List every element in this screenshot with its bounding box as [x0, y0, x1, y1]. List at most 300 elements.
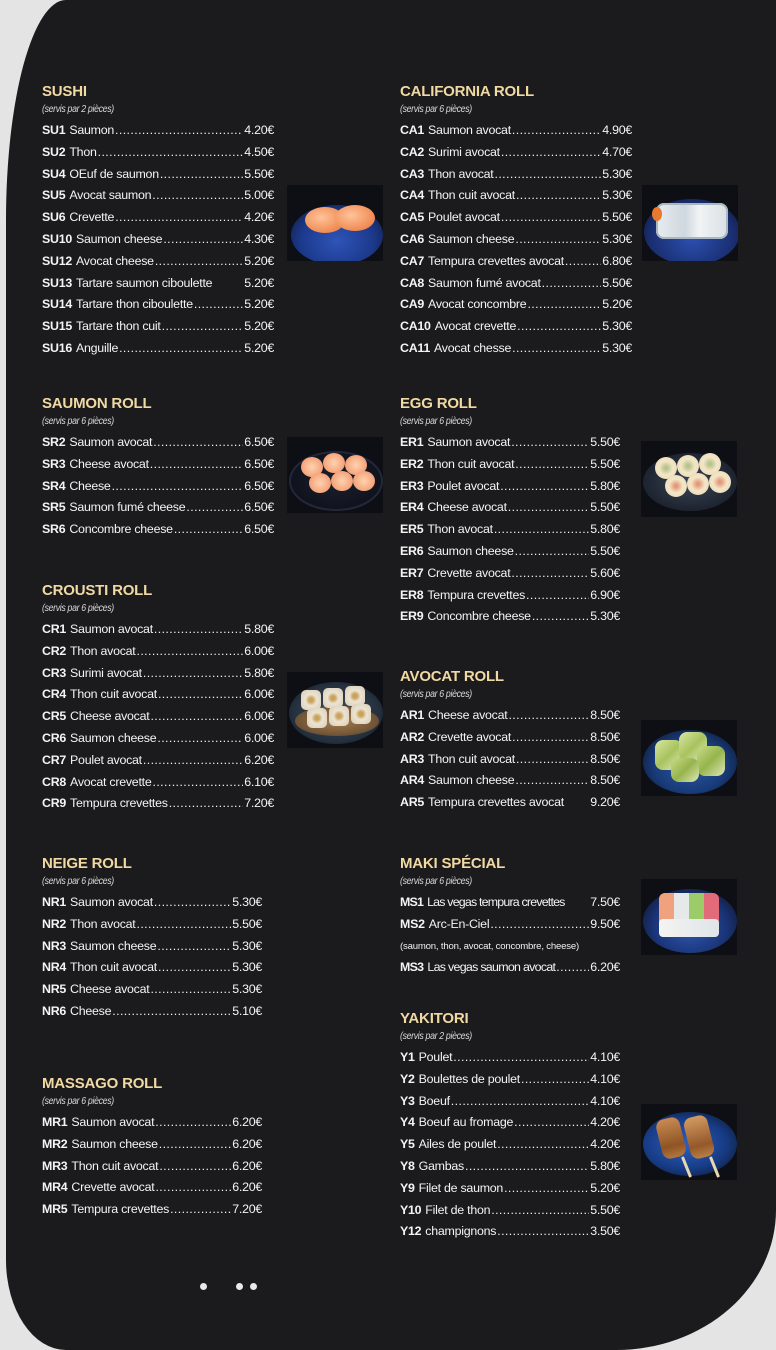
leader-dots: [527, 294, 601, 316]
item-name: Poulet avocat: [428, 210, 500, 225]
pagination-dot-3[interactable]: [250, 1283, 257, 1290]
item-name: Saumon cheese: [70, 938, 157, 953]
maki-special-photo: [641, 879, 737, 955]
leader-dots: [532, 606, 589, 628]
item-code: SU1: [42, 123, 66, 137]
section-california-roll: [400, 82, 632, 360]
item-name: Arc-En-Ciel: [428, 916, 490, 931]
leader-dots: [501, 207, 601, 229]
item-code: SR6: [42, 522, 66, 537]
menu-item: [42, 979, 262, 1001]
menu-item: [42, 519, 274, 541]
item-price: 5.10€: [232, 1003, 262, 1018]
menu-item: [400, 957, 620, 979]
crousti-roll-photo: [287, 672, 383, 748]
item-name: champignons: [425, 1224, 497, 1239]
item-name: Boulettes de poulet: [418, 1071, 520, 1086]
item-code: Y2: [400, 1071, 415, 1086]
leader-dots: [490, 914, 589, 936]
item-price: 5.80€: [590, 1158, 620, 1173]
item-name: Saumon avocat: [428, 123, 511, 137]
item-code: NR5: [42, 982, 67, 997]
item-name: Saumon: [69, 123, 115, 137]
menu-item: [400, 563, 620, 585]
leader-dots: [143, 750, 243, 772]
item-code: CA5: [400, 210, 425, 225]
menu-item: [42, 164, 274, 186]
item-price: 4.20€: [244, 123, 274, 137]
leader-dots: [119, 338, 243, 360]
item-price: 5.50€: [232, 916, 262, 931]
item-name: Cheese avocat: [428, 708, 508, 722]
menu-item: [400, 519, 620, 541]
section-subtitle: (servis par 6 pièces): [42, 876, 114, 887]
menu-item: [42, 684, 274, 706]
item-name: Poulet avocat: [70, 752, 142, 767]
menu-item: [400, 1200, 620, 1222]
leader-dots: [516, 749, 589, 771]
item-code: AR4: [400, 773, 425, 788]
item-code: CR2: [42, 643, 67, 658]
item-price: 3.50€: [590, 1224, 620, 1239]
menu-item: [400, 207, 632, 229]
item-price: 5.30€: [602, 340, 632, 355]
item-name: Tempura crevettes: [71, 1202, 170, 1217]
menu-item: [42, 185, 274, 207]
item-code: SU15: [42, 319, 72, 334]
item-name: Cheese: [69, 478, 111, 493]
section-massago-roll: [42, 1074, 262, 1221]
menu-item: [42, 641, 274, 663]
item-price: 5.50€: [602, 210, 632, 225]
item-note: (saumon, thon, avocat, concombre, cheese): [400, 940, 579, 952]
leader-dots: [115, 207, 243, 229]
menu-item: [400, 606, 620, 628]
leader-dots: [155, 1112, 231, 1134]
section-neige-roll: [42, 854, 262, 1023]
menu-item: [42, 619, 274, 641]
item-price: 6.00€: [244, 730, 274, 745]
item-name: Thon avocat: [427, 522, 493, 537]
leader-dots: [150, 706, 243, 728]
item-price: 6.10€: [244, 774, 274, 789]
menu-item: [42, 142, 274, 164]
item-code: SU5: [42, 188, 66, 203]
leader-dots: [515, 770, 589, 792]
item-name: Saumon cheese: [427, 543, 514, 558]
item-name: Thon cuit avocat: [70, 687, 157, 702]
item-price: 5.30€: [232, 982, 262, 997]
item-name: Poulet: [418, 1050, 453, 1064]
menu-item: [400, 142, 632, 164]
item-code: AR3: [400, 751, 425, 766]
item-code: ER4: [400, 500, 424, 515]
item-price: 5.50€: [590, 543, 620, 558]
menu-item: [400, 432, 620, 454]
section-title: MASSAGO ROLL: [42, 1075, 163, 1092]
menu-item: [400, 914, 620, 936]
item-code: CA2: [400, 144, 425, 159]
item-price: 8.50€: [590, 773, 620, 788]
item-code: CR8: [42, 774, 67, 789]
menu-item: [42, 207, 274, 229]
section-sushi: [42, 82, 274, 360]
item-price: 6.50€: [244, 522, 274, 537]
item-code: NR1: [42, 895, 67, 909]
menu-item: [42, 1134, 262, 1156]
item-price: 6.00€: [244, 643, 274, 658]
item-code: ER2: [400, 456, 424, 471]
menu-item: [400, 1047, 620, 1069]
item-price: 5.50€: [590, 500, 620, 515]
item-code: Y10: [400, 1202, 422, 1217]
section-subtitle: (servis par 6 pièces): [400, 689, 472, 700]
leader-dots: [154, 619, 243, 641]
item-name: Gambas: [418, 1158, 464, 1173]
leader-dots: [526, 585, 589, 607]
menu-item: [400, 338, 632, 360]
menu-item: [400, 316, 632, 338]
item-name: Cheese avocat: [69, 456, 149, 471]
leader-dots: [158, 957, 231, 979]
item-code: SU6: [42, 210, 66, 225]
section-title: SAUMON ROLL: [42, 395, 152, 412]
leader-dots: [162, 316, 244, 338]
item-name: Cheese: [70, 1003, 112, 1018]
leader-dots: [512, 727, 589, 749]
item-price: 5.20€: [602, 297, 632, 312]
item-price: 5.30€: [602, 319, 632, 334]
menu-item: [400, 1134, 620, 1156]
item-name: Boeuf: [418, 1093, 450, 1108]
item-code: CR6: [42, 730, 67, 745]
menu-item: [42, 454, 274, 476]
section-subtitle: (servis par 6 pièces): [42, 603, 114, 614]
leader-dots: [453, 1047, 589, 1069]
leader-dots: [451, 1091, 589, 1113]
item-price: 6.80€: [602, 253, 632, 268]
item-name: Las vegas saumon avocat: [427, 960, 556, 975]
menu-item: [42, 750, 274, 772]
leader-dots: [157, 936, 231, 958]
leader-dots: [565, 251, 601, 273]
leader-dots: [512, 120, 601, 142]
leader-dots: [98, 142, 244, 164]
section-subtitle: (servis par 2 pièces): [42, 104, 114, 115]
item-name: Avocat crevette: [70, 774, 152, 789]
leader-dots: [174, 519, 243, 541]
saumon-roll-photo: [287, 437, 383, 513]
item-name: Crevette: [69, 210, 115, 225]
menu-item: [400, 541, 620, 563]
item-price: 7.50€: [590, 895, 620, 909]
leader-dots: [508, 497, 589, 519]
leader-dots: [112, 1001, 231, 1023]
item-code: CR7: [42, 752, 67, 767]
item-price: 5.20€: [244, 297, 274, 312]
leader-dots: [512, 338, 601, 360]
item-price: 5.30€: [602, 166, 632, 181]
item-code: ER5: [400, 522, 424, 537]
item-name: Avocat chesse: [434, 340, 512, 355]
leader-dots: [143, 663, 243, 685]
item-code: MR2: [42, 1136, 68, 1151]
item-name: Thon: [69, 144, 97, 159]
menu-item: [400, 229, 632, 251]
item-price: 7.20€: [232, 1202, 262, 1217]
item-price: 6.20€: [244, 752, 274, 767]
leader-dots: [169, 793, 244, 815]
menu-item: [400, 1091, 620, 1113]
menu-item: [42, 1199, 262, 1221]
item-price: 6.00€: [244, 687, 274, 702]
item-code: CR4: [42, 687, 67, 702]
menu-item: [400, 454, 620, 476]
item-price: 5.50€: [590, 435, 620, 449]
section-title: SUSHI: [42, 83, 87, 100]
item-price: 4.20€: [590, 1115, 620, 1130]
menu-item: [42, 793, 274, 815]
menu-item: [400, 585, 620, 607]
menu-item: [400, 273, 632, 295]
section-title: YAKITORI: [400, 1010, 469, 1027]
item-price: 6.20€: [232, 1115, 262, 1129]
leader-dots: [170, 1199, 231, 1221]
item-code: SR3: [42, 456, 66, 471]
item-price: 6.20€: [232, 1158, 262, 1173]
menu-item: [42, 1112, 262, 1134]
section-crousti-roll: [42, 581, 274, 815]
sushi-nigiri-photo: [287, 185, 383, 261]
leader-dots: [157, 728, 243, 750]
menu-item: [42, 663, 274, 685]
item-name: Las vegas tempura crevettes: [427, 895, 565, 909]
yakitori-photo: [641, 1104, 737, 1180]
leader-dots: [150, 454, 243, 476]
item-name: Thon avocat: [70, 916, 136, 931]
leader-dots: [163, 229, 243, 251]
item-name: Cheese avocat: [427, 500, 507, 515]
item-price: 6.50€: [244, 435, 274, 449]
item-price: 5.80€: [244, 665, 274, 680]
item-price: 6.50€: [244, 478, 274, 493]
item-name: Saumon fumé avocat: [428, 275, 541, 290]
item-price: 5.30€: [232, 960, 262, 975]
menu-item: [42, 936, 262, 958]
item-name: Thon cuit avocat: [71, 1158, 159, 1173]
avocat-roll-photo: [641, 720, 737, 796]
leader-dots: [158, 684, 243, 706]
item-price: 4.20€: [590, 1137, 620, 1152]
menu-item: [400, 705, 620, 727]
menu-item: [42, 914, 262, 936]
leader-dots: [494, 519, 589, 541]
item-name: Crevette avocat: [71, 1180, 155, 1195]
leader-dots: [497, 1134, 589, 1156]
menu-page: [6, 0, 776, 1350]
item-code: SU4: [42, 166, 66, 181]
section-avocat-roll: [400, 667, 620, 814]
item-code: ER8: [400, 587, 424, 602]
section-subtitle: (servis par 6 pièces): [42, 416, 114, 427]
item-code: SU10: [42, 231, 72, 246]
egg-roll-photo: [641, 441, 737, 517]
menu-item: [400, 1221, 620, 1243]
item-name: Saumon cheese: [428, 773, 515, 788]
leader-dots: [514, 1112, 589, 1134]
item-name: Saumon avocat: [69, 435, 153, 449]
item-code: NR6: [42, 1003, 67, 1018]
leader-dots: [556, 957, 589, 979]
item-price: 4.90€: [602, 123, 632, 137]
item-price: 5.50€: [590, 456, 620, 471]
section-subtitle: (servis par 6 pièces): [400, 104, 472, 115]
menu-item: [42, 229, 274, 251]
section-saumon-roll: [42, 394, 274, 541]
item-price: 6.90€: [590, 587, 620, 602]
menu-item: [400, 1112, 620, 1134]
menu-item: [42, 728, 274, 750]
leader-dots: [159, 1134, 232, 1156]
menu-item: [400, 476, 620, 498]
item-name: Saumon cheese: [428, 231, 515, 246]
item-price: 6.50€: [244, 456, 274, 471]
item-code: AR2: [400, 729, 425, 744]
item-code: MR4: [42, 1180, 68, 1195]
section-title: EGG ROLL: [400, 395, 477, 412]
item-price: 5.20€: [244, 319, 274, 334]
item-name: Concombre cheese: [427, 609, 531, 624]
menu-item: [400, 185, 632, 207]
section-subtitle: (servis par 6 pièces): [400, 876, 472, 887]
item-code: SR4: [42, 478, 66, 493]
item-name: Concombre cheese: [69, 522, 173, 537]
item-name: Filet de saumon: [418, 1180, 504, 1195]
menu-item: [42, 1001, 262, 1023]
item-code: ER1: [400, 435, 424, 449]
item-code: SU2: [42, 144, 66, 159]
pagination-dot-1[interactable]: [200, 1283, 207, 1290]
item-code: MS3: [400, 960, 424, 975]
item-name: OEuf de saumon: [69, 166, 159, 181]
item-price: 5.80€: [244, 622, 274, 636]
item-name: Avocat concombre: [428, 297, 527, 312]
leader-dots: [517, 316, 601, 338]
menu-item: [42, 251, 274, 273]
section-title: MAKI SPÉCIAL: [400, 855, 506, 872]
item-price: 5.30€: [602, 188, 632, 203]
section-subtitle: (servis par 6 pièces): [42, 1096, 114, 1107]
leader-dots: [515, 454, 589, 476]
item-name: Saumon fumé cheese: [69, 500, 186, 515]
item-code: NR4: [42, 960, 67, 975]
menu-item: [400, 792, 620, 814]
menu-item: [400, 892, 620, 914]
item-price: 5.30€: [232, 938, 262, 953]
leader-dots: [542, 273, 602, 295]
item-name: Avocat crevette: [434, 319, 517, 334]
item-name: Tartare thon ciboulette: [76, 297, 193, 312]
item-name: Tartare thon cuit: [76, 319, 161, 334]
item-price: 5.20€: [590, 1180, 620, 1195]
menu-item: [400, 1069, 620, 1091]
item-name: Anguille: [76, 340, 119, 355]
section-egg-roll: [400, 394, 620, 628]
item-code: Y9: [400, 1180, 415, 1195]
menu-item: [400, 164, 632, 186]
item-code: SR5: [42, 500, 66, 515]
leader-dots: [186, 497, 243, 519]
item-code: NR3: [42, 938, 67, 953]
menu-item: [400, 727, 620, 749]
item-price: 6.20€: [232, 1180, 262, 1195]
leader-dots: [155, 251, 243, 273]
leader-dots: [501, 142, 601, 164]
menu-item: [42, 1156, 262, 1178]
item-price: 4.10€: [590, 1071, 620, 1086]
item-code: AR1: [400, 708, 425, 722]
item-code: MR3: [42, 1158, 68, 1173]
item-code: CR5: [42, 709, 67, 724]
section-subtitle: (servis par 6 pièces): [400, 416, 472, 427]
leader-dots: [152, 772, 243, 794]
leader-dots: [465, 1156, 589, 1178]
item-code: SU16: [42, 340, 72, 355]
section-title: AVOCAT ROLL: [400, 668, 504, 685]
menu-item: [400, 251, 632, 273]
pagination-dot-2[interactable]: [236, 1283, 243, 1290]
item-code: ER6: [400, 543, 424, 558]
item-price: 4.30€: [244, 231, 274, 246]
menu-item: [42, 1177, 262, 1199]
section-yakitori: [400, 1009, 620, 1243]
item-price: 5.80€: [590, 522, 620, 537]
item-code: ER9: [400, 609, 424, 624]
item-code: Y1: [400, 1050, 415, 1064]
item-price: 4.50€: [244, 144, 274, 159]
item-code: ER7: [400, 565, 424, 580]
item-name: Avocat saumon: [69, 188, 152, 203]
item-price: 6.20€: [232, 1136, 262, 1151]
item-price: 8.50€: [590, 708, 620, 722]
item-name: Saumon cheese: [76, 231, 163, 246]
item-name: Cheese avocat: [70, 982, 150, 997]
item-price: 5.50€: [244, 166, 274, 181]
leader-dots: [515, 541, 590, 563]
item-code: CA10: [400, 319, 431, 334]
item-price: 9.50€: [590, 916, 620, 931]
item-name: Cheese avocat: [70, 709, 150, 724]
item-price: 4.10€: [590, 1050, 620, 1064]
california-roll-photo: [642, 185, 738, 261]
item-price: 5.30€: [232, 895, 262, 909]
menu-item: [400, 749, 620, 771]
item-name: Thon cuit avocat: [428, 188, 515, 203]
item-price: 5.30€: [602, 231, 632, 246]
item-code: CA3: [400, 166, 425, 181]
item-price: 4.20€: [244, 210, 274, 225]
item-price: 7.20€: [244, 796, 274, 811]
item-price: 6.50€: [244, 500, 274, 515]
item-name: Saumon avocat: [71, 1115, 155, 1129]
item-code: MS1: [400, 895, 424, 909]
leader-dots: [516, 185, 601, 207]
item-name: Thon cuit avocat: [428, 751, 515, 766]
menu-item: [42, 294, 274, 316]
item-code: Y3: [400, 1093, 415, 1108]
leader-dots: [194, 294, 243, 316]
menu-item: [400, 294, 632, 316]
